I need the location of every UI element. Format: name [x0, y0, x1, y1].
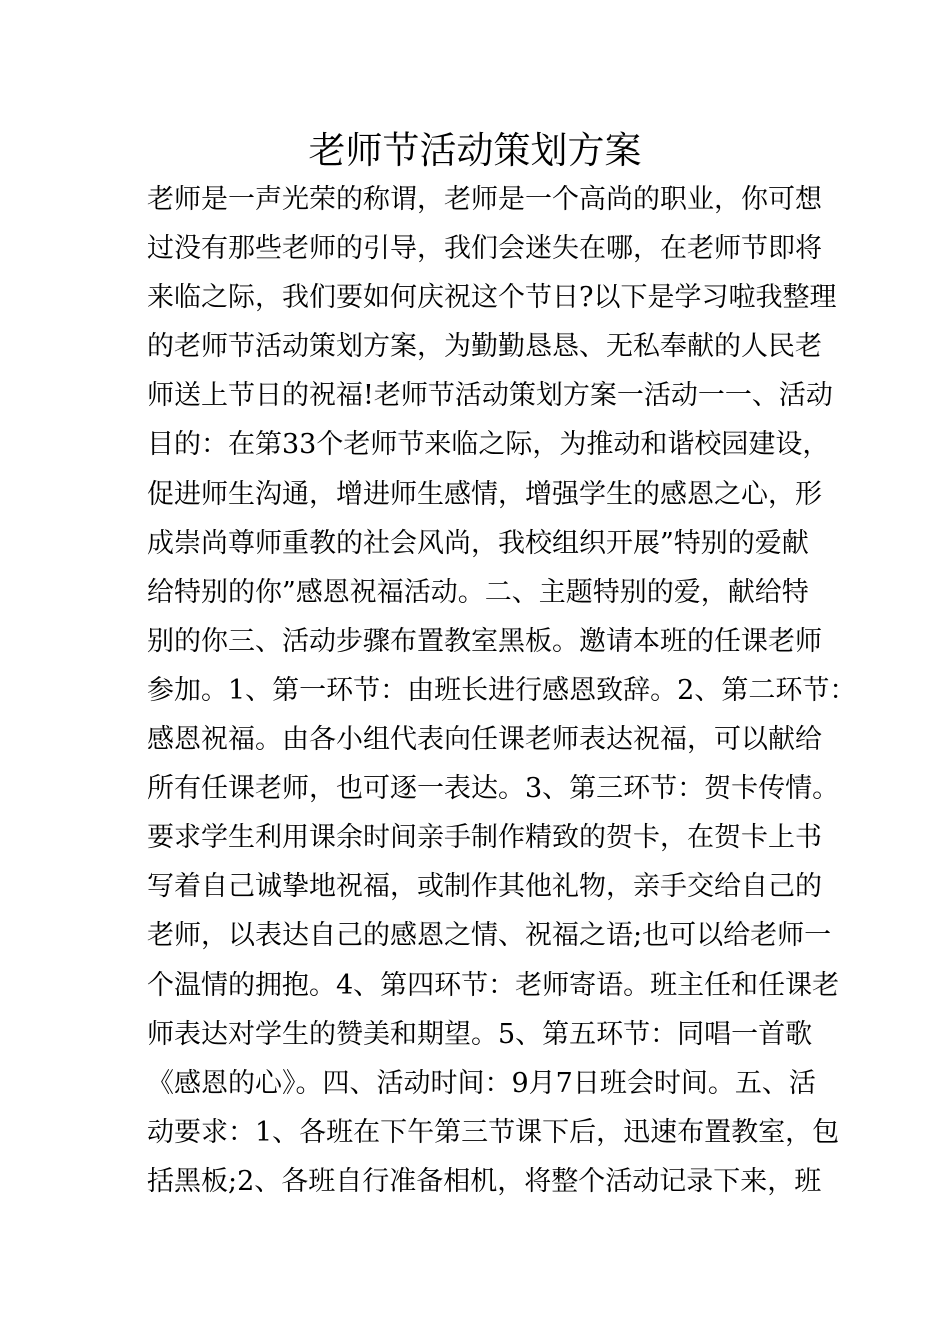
body-line: 动要求：1、各班在下午第三节课下后，迅速布置教室，包	[147, 1116, 840, 1148]
body-line: 括黑板;2、各班自行准备相机，将整个活动记录下来，班	[147, 1165, 822, 1197]
body-line: 个温情的拥抱。4、第四环节：老师寄语。班主任和任课老	[147, 969, 840, 1001]
body-line: 老师，以表达自己的感恩之情、祝福之语;也可以给老师一	[147, 920, 832, 952]
body-line: 感恩祝福。由各小组代表向任课老师表达祝福，可以献给	[147, 724, 822, 756]
body-line: 目的：在第33个老师节来临之际，为推动和谐校园建设，	[147, 429, 830, 461]
body-line: 成崇尚尊师重教的社会风尚，我校组织开展”特别的爱献	[147, 527, 809, 559]
body-line: 促进师生沟通，增进师生感情，增强学生的感恩之心，形	[147, 478, 822, 510]
body-line: 要求学生利用课余时间亲手制作精致的贺卡，在贺卡上书	[147, 822, 822, 854]
body-line: 写着自己诚挚地祝福，或制作其他礼物，亲手交给自己的	[147, 871, 822, 903]
body-line: 老师是一声光荣的称谓，老师是一个高尚的职业，你可想	[147, 184, 822, 215]
body-line: 所有任课老师，也可逐一表达。3、第三环节：贺卡传情。	[147, 773, 840, 805]
body-line: 来临之际，我们要如何庆祝这个节日?以下是学习啦我整理	[147, 282, 837, 314]
page-title: 老师节活动策划方案	[308, 129, 642, 172]
body-line: 师表达对学生的赞美和期望。5、第五环节：同唱一首歌	[147, 1018, 813, 1050]
body-line: 别的你三、活动步骤布置教室黑板。邀请本班的任课老师	[147, 625, 822, 657]
body-line: 师送上节日的祝福!老师节活动策划方案一活动一一、活动	[147, 380, 833, 412]
body-line: 的老师节活动策划方案，为勤勤恳恳、无私奉献的人民老	[147, 331, 822, 363]
body-line: 《感恩的心》。四、活动时间：9月7日班会时间。五、活	[147, 1067, 816, 1099]
document-body	[147, 175, 867, 1206]
body-line: 参加。1、第一环节：由班长进行感恩致辞。2、第二环节：	[147, 674, 857, 706]
body-line: 过没有那些老师的引导，我们会迷失在哪，在老师节即将	[147, 233, 822, 265]
body-line: 给特别的你”感恩祝福活动。二、主题特别的爱，献给特	[147, 576, 809, 608]
